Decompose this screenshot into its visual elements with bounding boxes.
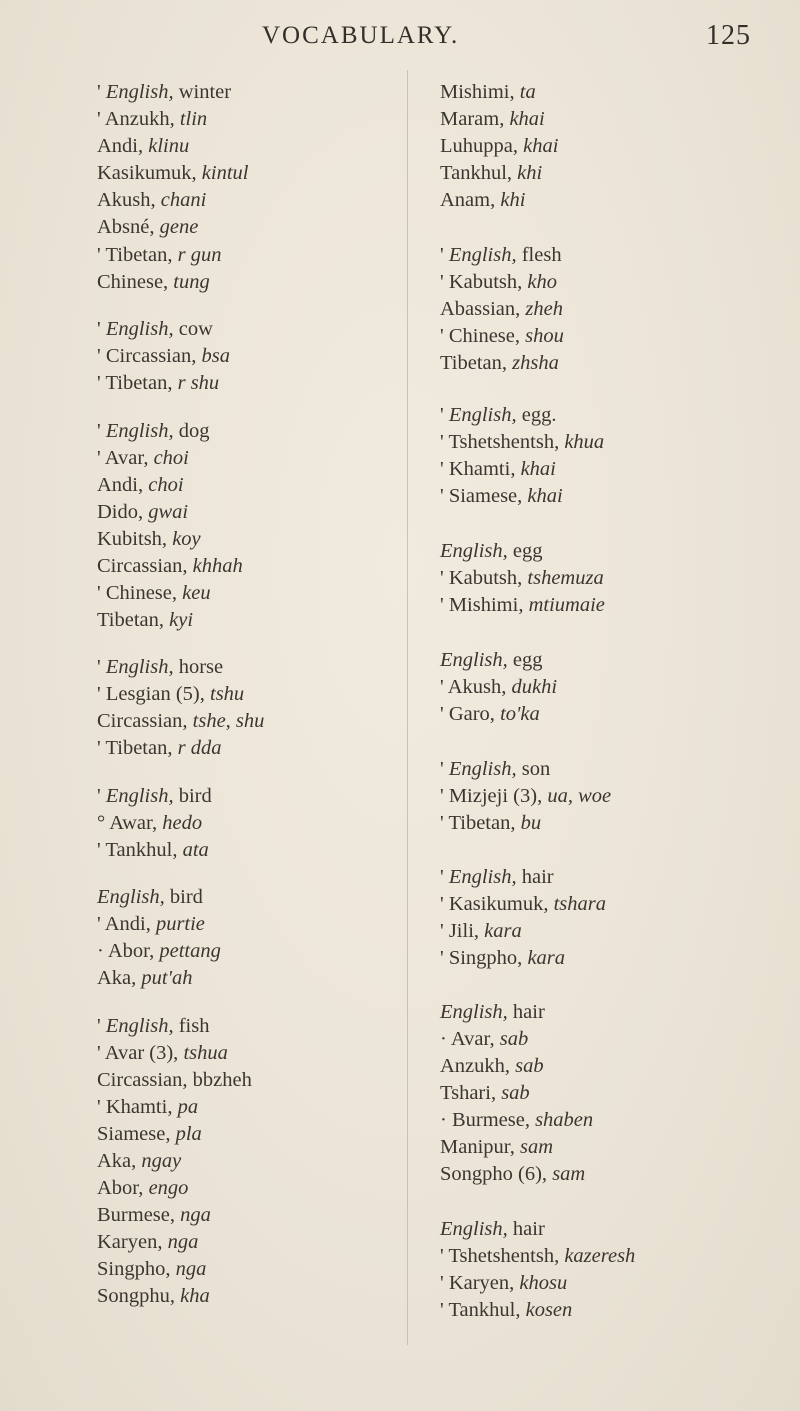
- entry-word: keu: [182, 582, 211, 604]
- entry-word: choi: [153, 447, 189, 469]
- entry-language: Luhuppa,: [440, 135, 518, 157]
- entry-word: bu: [520, 812, 542, 834]
- entry-marker: ': [440, 485, 449, 507]
- entry-word: khai: [509, 108, 545, 130]
- entry-language: Tankhul,: [448, 1299, 521, 1321]
- page-number: 125: [706, 20, 751, 51]
- entry-marker: ': [97, 913, 105, 935]
- vocab-entry: [440, 351, 559, 375]
- vocab-entry: [97, 527, 201, 551]
- entry-language: Khamti,: [448, 458, 516, 480]
- entry-word: kho: [527, 271, 558, 293]
- vocab-entry: [97, 446, 189, 470]
- vocab-entry: [97, 215, 198, 239]
- vocab-entry: [97, 709, 264, 733]
- entry-language: Avar (3),: [104, 1042, 179, 1064]
- entry-marker: ': [440, 703, 449, 725]
- entry-marker: ': [440, 812, 449, 834]
- vocab-entry: [97, 1257, 206, 1281]
- entry-word: nga: [180, 1204, 211, 1226]
- entry-word: pa: [177, 1096, 199, 1118]
- entry-word: hair: [512, 1001, 545, 1023]
- entry-word: ta: [519, 81, 536, 103]
- entry-language: Kubitsh,: [97, 528, 168, 550]
- entry-word: egg: [512, 540, 543, 562]
- vocab-entry: [440, 430, 604, 454]
- vocab-entry: [440, 403, 556, 427]
- vocab-entry: [440, 80, 536, 104]
- entry-language: Avar,: [104, 447, 149, 469]
- vocab-entry: [440, 757, 550, 781]
- vocab-entry: [440, 1108, 593, 1132]
- entry-language: Tshetshentsh,: [448, 1245, 560, 1267]
- entry-language: Tankhul,: [440, 162, 513, 184]
- entry-language: Dido,: [97, 501, 144, 523]
- entry-language: Burmese,: [97, 1204, 175, 1226]
- vocab-entry: [97, 608, 193, 632]
- entry-marker: ': [440, 594, 449, 616]
- entry-word: sab: [515, 1055, 544, 1077]
- entry-word: sam: [552, 1163, 586, 1185]
- vocab-entry: [97, 784, 212, 808]
- entry-word: zhsha: [512, 352, 559, 374]
- vocab-entry: [97, 966, 193, 990]
- entry-marker: ': [97, 420, 106, 442]
- entry-language: English,: [448, 404, 517, 426]
- running-title: VOCABULARY.: [262, 22, 460, 49]
- entry-language: English,: [105, 318, 174, 340]
- entry-word: khai: [520, 458, 556, 480]
- entry-marker: ': [97, 81, 106, 103]
- entry-word: khosu: [519, 1272, 568, 1294]
- entry-word: khai: [527, 485, 563, 507]
- vocab-entry: [440, 566, 604, 590]
- entry-word: nga: [175, 1258, 207, 1280]
- entry-word: kosen: [525, 1299, 573, 1321]
- vocab-entry: [440, 297, 563, 321]
- vocab-entry: [97, 939, 221, 963]
- entry-language: Manipur,: [440, 1136, 515, 1158]
- entry-word: sab: [501, 1082, 530, 1104]
- entry-word: pla: [175, 1123, 202, 1145]
- entry-word: pettang: [159, 940, 221, 962]
- vocab-entry: [440, 865, 554, 889]
- vocab-entry: [97, 1149, 181, 1173]
- vocab-entry: [440, 1081, 530, 1105]
- entry-marker: ': [97, 1096, 106, 1118]
- entry-word: klinu: [148, 135, 190, 157]
- entry-word: hair: [512, 1218, 545, 1240]
- entry-marker: °: [97, 812, 110, 834]
- entry-word: tshe, shu: [192, 710, 265, 732]
- vocab-entry: [97, 1203, 211, 1227]
- entry-marker: ': [440, 920, 449, 942]
- entry-language: Tibetan,: [105, 372, 173, 394]
- entry-language: Chinese,: [448, 325, 520, 347]
- entry-language: Tibetan,: [440, 352, 508, 374]
- entry-marker: ': [97, 1042, 105, 1064]
- entry-word: hedo: [162, 812, 203, 834]
- vocab-entry: [97, 1014, 209, 1038]
- vocab-entry: [440, 648, 543, 672]
- entry-word: kara: [484, 920, 522, 942]
- entry-language: Songpho (6),: [440, 1163, 548, 1185]
- vocab-entry: [440, 1217, 545, 1241]
- entry-language: Andi,: [104, 913, 151, 935]
- entry-word: cow: [178, 318, 213, 340]
- entry-language: Circassian,: [97, 1069, 188, 1091]
- entry-language: Mizjeji (3),: [448, 785, 543, 807]
- vocab-entry: [440, 1271, 567, 1295]
- vocab-entry: [97, 1041, 228, 1065]
- entry-word: hair: [521, 866, 554, 888]
- vocab-entry: [440, 1244, 635, 1268]
- entry-marker: ': [440, 404, 449, 426]
- vocab-entry: [97, 270, 210, 294]
- vocab-entry: [440, 457, 556, 481]
- entry-marker: ': [440, 458, 449, 480]
- vocab-entry: [440, 1135, 553, 1159]
- entry-language: Anzukh,: [440, 1055, 511, 1077]
- entry-language: Siamese,: [97, 1123, 171, 1145]
- vocab-entry: [97, 161, 248, 185]
- entry-language: Andi,: [97, 135, 144, 157]
- entry-language: Tshetshentsh,: [448, 431, 560, 453]
- vocab-entry: [97, 655, 223, 679]
- entry-language: Songphu,: [97, 1285, 176, 1307]
- vocab-entry: [440, 675, 557, 699]
- entry-language: Kasikumuk,: [97, 162, 197, 184]
- entry-word: dukhi: [511, 676, 558, 698]
- entry-word: choi: [148, 474, 184, 496]
- vocab-entry: [97, 736, 221, 760]
- entry-word: tung: [173, 271, 210, 293]
- entry-word: chani: [160, 189, 207, 211]
- entry-language: English,: [105, 420, 174, 442]
- entry-language: Burmese,: [451, 1109, 530, 1131]
- entry-language: Tibetan,: [105, 244, 173, 266]
- vocab-entry: [440, 946, 565, 970]
- vocab-entry: [97, 811, 202, 835]
- entry-word: kintul: [201, 162, 249, 184]
- entry-language: Circassian,: [105, 345, 197, 367]
- entry-marker: ': [97, 345, 106, 367]
- entry-marker: ': [97, 108, 105, 130]
- entry-word: egg: [512, 649, 543, 671]
- entry-marker: ': [97, 447, 105, 469]
- vocab-entry: [440, 484, 563, 508]
- entry-language: Tankhul,: [105, 839, 178, 861]
- vocab-entry: [97, 1176, 188, 1200]
- entry-word: mtiumaie: [528, 594, 605, 616]
- entry-language: Aka,: [97, 967, 137, 989]
- entry-word: zheh: [525, 298, 563, 320]
- entry-language: English,: [105, 1015, 174, 1037]
- entry-language: Akush,: [447, 676, 507, 698]
- entry-marker: ': [440, 1299, 449, 1321]
- entry-language: English,: [440, 540, 508, 562]
- entry-language: Tshari,: [440, 1082, 497, 1104]
- vocab-entry: [440, 919, 522, 943]
- entry-language: Chinese,: [97, 271, 169, 293]
- entry-language: Abassian,: [440, 298, 521, 320]
- vocab-entry: [97, 107, 207, 131]
- vocab-entry: [440, 324, 564, 348]
- entry-word: khhah: [192, 555, 243, 577]
- vocab-entry: [440, 243, 562, 267]
- entry-language: Mishimi,: [448, 594, 524, 616]
- entry-word: r dda: [177, 737, 222, 759]
- vocab-entry: [440, 1027, 528, 1051]
- entry-word: tlin: [179, 108, 208, 130]
- entry-word: r gun: [177, 244, 222, 266]
- entry-marker: ': [440, 785, 449, 807]
- entry-language: Singpho,: [97, 1258, 171, 1280]
- entry-word: gwai: [148, 501, 189, 523]
- entry-word: khi: [500, 189, 526, 211]
- entry-word: sab: [499, 1028, 529, 1050]
- entry-word: put'ah: [141, 967, 193, 989]
- entry-marker: ': [440, 271, 449, 293]
- entry-language: Tibetan,: [97, 609, 165, 631]
- entry-language: English,: [440, 649, 508, 671]
- entry-marker: ': [97, 839, 106, 861]
- vocab-entry: [440, 784, 611, 808]
- entry-marker: ': [440, 947, 449, 969]
- vocab-entry: [97, 473, 184, 497]
- entry-marker: ': [97, 318, 106, 340]
- vocab-entry: [97, 554, 243, 578]
- entry-word: nga: [167, 1231, 199, 1253]
- vocab-entry: [97, 419, 209, 443]
- vocab-entry: [97, 912, 205, 936]
- entry-language: Anam,: [440, 189, 496, 211]
- vocab-entry: [440, 1054, 544, 1078]
- entry-word: engo: [148, 1177, 189, 1199]
- entry-language: Tibetan,: [105, 737, 173, 759]
- entry-word: bbzheh: [192, 1069, 252, 1091]
- entry-marker: ': [97, 656, 106, 678]
- entry-word: r shu: [177, 372, 220, 394]
- entry-language: Akush,: [97, 189, 156, 211]
- entry-marker: ': [97, 737, 106, 759]
- entry-word: bird: [178, 785, 212, 807]
- vocab-entry: [97, 581, 211, 605]
- entry-language: Jili,: [448, 920, 480, 942]
- entry-word: sam: [520, 1136, 554, 1158]
- entry-marker: ·: [97, 940, 108, 962]
- entry-language: Maram,: [440, 108, 505, 130]
- entry-word: winter: [178, 81, 232, 103]
- vocab-entry: [440, 539, 543, 563]
- entry-word: to'ka: [500, 703, 540, 725]
- entry-word: bird: [169, 886, 203, 908]
- entry-word: ata: [182, 839, 209, 861]
- vocab-entry: [440, 892, 606, 916]
- entry-word: gene: [159, 216, 199, 238]
- entry-marker: ': [440, 866, 449, 888]
- entry-word: khua: [564, 431, 605, 453]
- column-divider: [407, 70, 408, 1345]
- entry-language: Karyen,: [448, 1272, 515, 1294]
- entry-language: Circassian,: [97, 710, 188, 732]
- entry-word: ngay: [141, 1150, 182, 1172]
- entry-language: Circassian,: [97, 555, 188, 577]
- entry-word: shaben: [535, 1109, 594, 1131]
- entry-language: Anzukh,: [104, 108, 175, 130]
- entry-word: tshu: [210, 683, 245, 705]
- entry-word: kyi: [169, 609, 194, 631]
- entry-marker: ': [440, 1245, 449, 1267]
- entry-word: khi: [517, 162, 543, 184]
- entry-marker: ·: [440, 1028, 451, 1050]
- page-header: [0, 22, 800, 52]
- vocab-entry: [97, 1284, 210, 1308]
- vocab-entry: [97, 243, 221, 267]
- entry-word: son: [521, 758, 551, 780]
- vocab-entry: [440, 134, 558, 158]
- vocab-entry: [97, 1068, 252, 1092]
- vocab-entry: [440, 702, 540, 726]
- entry-language: Andi,: [97, 474, 144, 496]
- vocab-entry: [97, 134, 189, 158]
- entry-language: Mishimi,: [440, 81, 515, 103]
- entry-marker: ': [440, 244, 449, 266]
- entry-language: English,: [440, 1218, 508, 1240]
- entry-word: tshua: [183, 1042, 228, 1064]
- entry-word: khai: [523, 135, 559, 157]
- vocab-entry: [440, 188, 525, 212]
- entry-marker: ': [440, 567, 449, 589]
- entry-word: flesh: [521, 244, 562, 266]
- entry-word: purtie: [155, 913, 205, 935]
- entry-language: English,: [105, 81, 174, 103]
- vocab-entry: [97, 1095, 198, 1119]
- vocab-entry: [97, 838, 209, 862]
- entry-word: kazeresh: [564, 1245, 636, 1267]
- entry-language: Garo,: [448, 703, 495, 725]
- vocab-entry: [97, 682, 244, 706]
- entry-language: Kabutsh,: [448, 567, 523, 589]
- vocab-entry: [440, 811, 541, 835]
- vocab-entry: [440, 1162, 585, 1186]
- entry-word: tshemuza: [527, 567, 604, 589]
- vocab-entry: [440, 1298, 572, 1322]
- vocab-entry: [97, 188, 206, 212]
- entry-language: Absné,: [97, 216, 155, 238]
- entry-language: Abor,: [107, 940, 155, 962]
- vocab-entry: [97, 1122, 202, 1146]
- vocab-entry: [97, 500, 188, 524]
- entry-language: Siamese,: [448, 485, 523, 507]
- entry-marker: ': [440, 893, 449, 915]
- vocab-entry: [440, 593, 605, 617]
- entry-word: ua, woe: [547, 785, 612, 807]
- entry-marker: ': [440, 325, 449, 347]
- entry-marker: ': [97, 372, 106, 394]
- vocab-entry: [440, 270, 557, 294]
- entry-language: English,: [97, 886, 165, 908]
- vocab-entry: [97, 317, 213, 341]
- entry-marker: ': [440, 1272, 449, 1294]
- entry-language: Avar,: [450, 1028, 495, 1050]
- entry-marker: ·: [440, 1109, 452, 1131]
- entry-word: egg.: [521, 404, 557, 426]
- entry-marker: ': [440, 676, 448, 698]
- entry-language: Singpho,: [448, 947, 523, 969]
- vocab-entry: [440, 107, 545, 131]
- entry-word: dog: [178, 420, 210, 442]
- vocab-entry: [97, 80, 231, 104]
- vocab-entry: [440, 161, 542, 185]
- entry-marker: ': [440, 431, 449, 453]
- vocab-entry: [440, 1000, 545, 1024]
- entry-language: Kabutsh,: [448, 271, 523, 293]
- entry-language: English,: [448, 866, 517, 888]
- entry-word: bsa: [201, 345, 230, 367]
- entry-word: tshara: [553, 893, 607, 915]
- vocab-entry: [97, 1230, 198, 1254]
- entry-language: Abor,: [97, 1177, 144, 1199]
- entry-word: kha: [180, 1285, 210, 1307]
- entry-marker: ': [97, 785, 106, 807]
- entry-language: Tibetan,: [448, 812, 516, 834]
- entry-language: Chinese,: [105, 582, 177, 604]
- entry-language: Karyen,: [97, 1231, 163, 1253]
- vocab-entry: [97, 371, 219, 395]
- entry-language: English,: [440, 1001, 508, 1023]
- entry-word: koy: [172, 528, 201, 550]
- entry-language: Awar,: [109, 812, 158, 834]
- vocab-entry: [97, 885, 203, 909]
- entry-word: shou: [525, 325, 564, 347]
- entry-marker: ': [97, 582, 106, 604]
- entry-marker: ': [97, 1015, 106, 1037]
- entry-marker: ': [97, 683, 106, 705]
- entry-word: kara: [527, 947, 566, 969]
- entry-language: Kasikumuk,: [448, 893, 549, 915]
- entry-language: English,: [448, 758, 517, 780]
- entry-language: English,: [105, 785, 174, 807]
- entry-marker: ': [440, 758, 449, 780]
- entry-language: Khamti,: [105, 1096, 173, 1118]
- entry-language: English,: [105, 656, 174, 678]
- entry-language: English,: [448, 244, 517, 266]
- entry-word: horse: [178, 656, 224, 678]
- entry-marker: ': [97, 244, 106, 266]
- entry-word: fish: [178, 1015, 210, 1037]
- vocab-entry: [97, 344, 230, 368]
- entry-language: Lesgian (5),: [105, 683, 205, 705]
- entry-language: Aka,: [97, 1150, 137, 1172]
